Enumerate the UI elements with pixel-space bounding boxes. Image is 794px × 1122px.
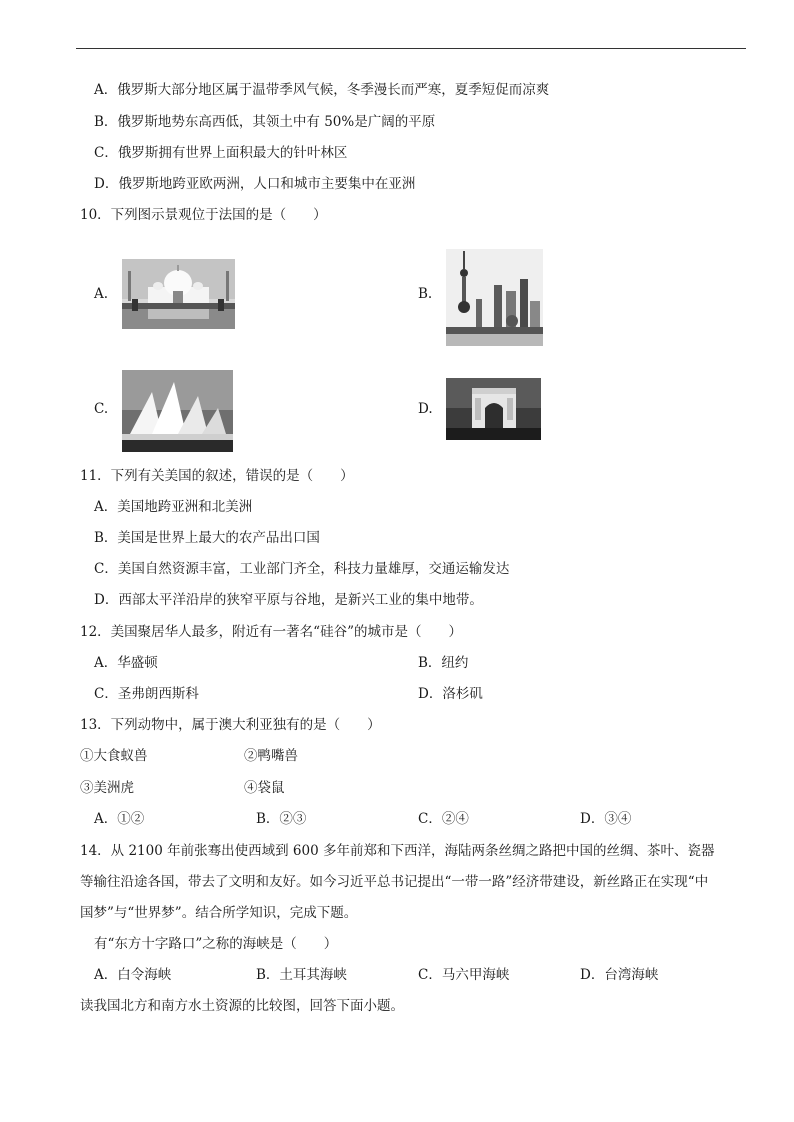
q12-option-b: B．纽约: [418, 655, 469, 671]
q14-option-a: A．白令海峡: [94, 967, 172, 983]
q13-option-c: C．②④: [418, 811, 469, 827]
arc-de-triomphe-image: [446, 378, 541, 440]
q14-paragraph-line-3: 国梦”与“世界梦”。结合所学知识，完成下题。: [80, 905, 358, 921]
q11-option-d: D．西部太平洋沿岸的狭窄平原与谷地，是新兴工业的集中地带。: [94, 592, 483, 608]
q10-label-c: C.: [94, 401, 109, 417]
header-rule: [76, 48, 746, 49]
q13-option-b: B．②③: [256, 811, 307, 827]
q13-option-d: D．③④: [580, 811, 632, 827]
taj-mahal-image: [122, 259, 235, 329]
q14-option-b: B．土耳其海峡: [256, 967, 347, 983]
next-section-intro: 读我国北方和南方水土资源的比较图，回答下面小题。: [80, 998, 404, 1014]
q14-paragraph-line-2: 等输往沿途各国，带去了文明和友好。如今习近平总书记提出“一带一路”经济带建设，新丝路正在实现“中: [80, 874, 709, 890]
q13-item-1: ①大食蚁兽: [80, 748, 148, 764]
q11-option-c: C．美国自然资源丰富，工业部门齐全，科技力量雄厚，交通运输发达: [94, 561, 510, 577]
q10-label-d: D.: [418, 401, 433, 417]
q9-option-b: B．俄罗斯地势东高西低，其领土中有 50%是广阔的平原: [94, 114, 436, 130]
q10-label-a: A.: [94, 286, 109, 302]
sydney-opera-house-image: [122, 370, 233, 452]
q10-label-b: B.: [418, 286, 433, 302]
q14-option-d: D．台湾海峡: [580, 967, 659, 983]
q12-option-a: A．华盛顿: [94, 655, 158, 671]
q12-option-d: D．洛杉矶: [418, 686, 483, 702]
q9-option-c: C．俄罗斯拥有世界上面积最大的针叶林区: [94, 145, 348, 161]
q12-option-c: C．圣弗朗西斯科: [94, 686, 199, 702]
q13-stem: 13．下列动物中，属于澳大利亚独有的是（ ）: [80, 717, 381, 733]
q13-option-a: A．①②: [94, 811, 145, 827]
q11-option-b: B．美国是世界上最大的农产品出口国: [94, 530, 320, 546]
q10-stem: 10．下列图示景观位于法国的是（ ）: [80, 207, 327, 223]
q14-paragraph-line-1: 14．从 2100 年前张骞出使西域到 600 多年前郑和下西洋，海陆两条丝绸之路把中国的丝绸、茶叶、瓷器: [80, 843, 715, 859]
q13-item-2: ②鸭嘴兽: [244, 748, 298, 764]
oriental-pearl-tower-image: [446, 249, 543, 346]
q13-item-4: ④袋鼠: [244, 780, 285, 796]
q11-option-a: A．美国地跨亚洲和北美洲: [94, 499, 253, 515]
q14-option-c: C．马六甲海峡: [418, 967, 510, 983]
q14-sub-stem: 有“东方十字路口”之称的海峡是（ ）: [94, 936, 338, 952]
q13-item-3: ③美洲虎: [80, 780, 134, 796]
q9-option-d: D．俄罗斯地跨亚欧两洲，人口和城市主要集中在亚洲: [94, 176, 416, 192]
q9-option-a: A．俄罗斯大部分地区属于温带季风气候，冬季漫长而严寒，夏季短促而凉爽: [94, 82, 550, 98]
q11-stem: 11．下列有关美国的叙述，错误的是（ ）: [80, 468, 354, 484]
q12-stem: 12．美国聚居华人最多，附近有一著名“硅谷”的城市是（ ）: [80, 624, 462, 640]
